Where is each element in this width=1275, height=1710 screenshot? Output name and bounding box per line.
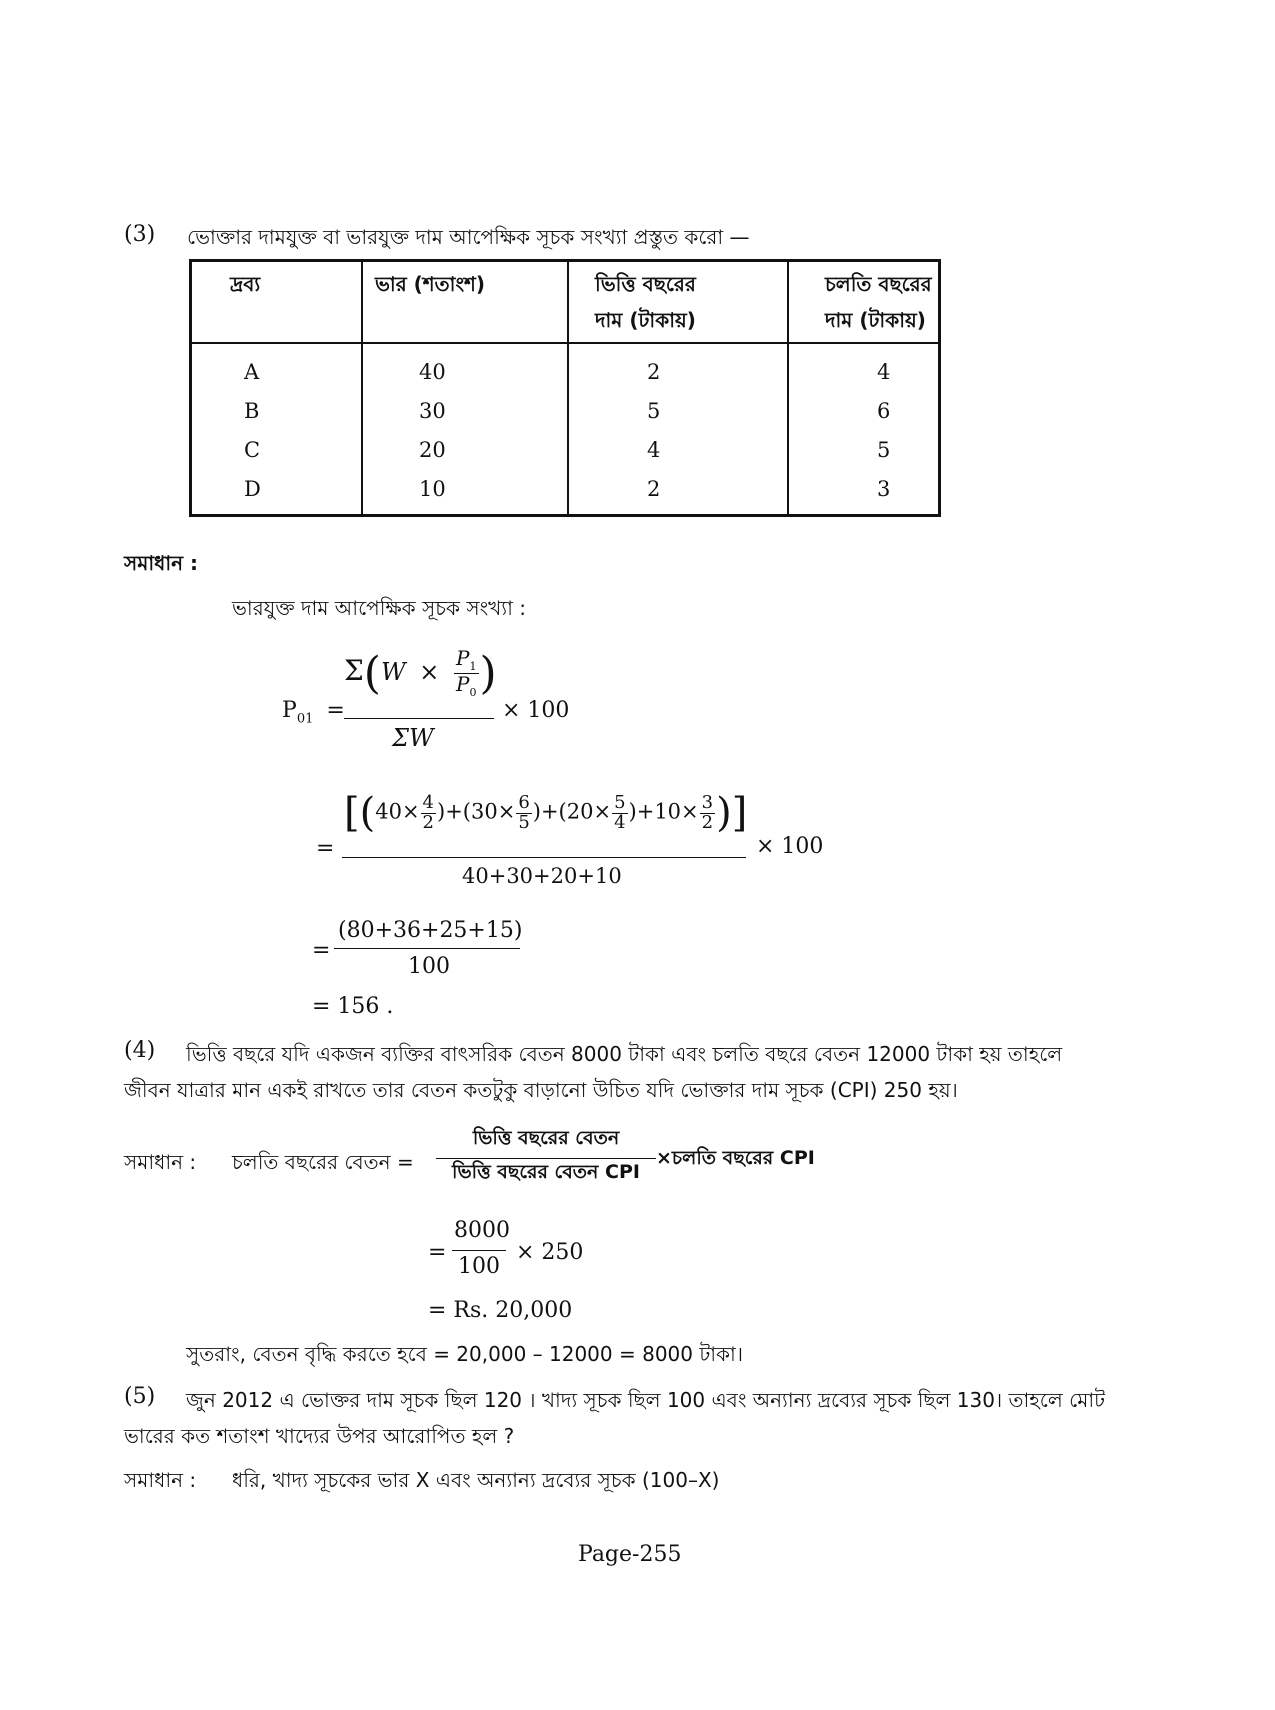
q4-conclusion: সুতরাং, বেতন বৃদ্ধি করতে হবে = 20,000 – 12000 = 8000 টাকা। — [186, 1342, 743, 1366]
q4-solution-label: সমাধান : — [124, 1150, 197, 1174]
step2-fraction-line — [334, 948, 520, 949]
cell-base-price: 5 — [568, 391, 788, 430]
cell-item: C — [191, 430, 363, 469]
header-weight: ভার (শতাংশ) — [362, 261, 568, 344]
q3-solution-label: সমাধান : — [124, 551, 199, 575]
q4-rhs: ×চলতি বছরের CPI — [656, 1147, 815, 1169]
q4-step2-result: = Rs. 20,000 — [428, 1298, 573, 1323]
table-row — [191, 391, 940, 430]
header-current-price: চলতি বছরের দাম (টাকায়) — [788, 261, 940, 344]
q3-formula-label: ভারযুক্ত দাম আপেক্ষিক সূচক সংখ্যা : — [232, 596, 527, 620]
price-table — [189, 259, 941, 517]
formula-fraction-line — [344, 718, 494, 719]
step1-fraction-line — [342, 857, 746, 858]
table-header-row — [191, 261, 940, 344]
step1-denominator: 40+30+20+10 — [462, 864, 622, 888]
table-row — [191, 469, 940, 516]
cell-current-price: 6 — [788, 391, 940, 430]
step1-eq: = — [316, 836, 335, 861]
cell-base-price: 4 — [568, 430, 788, 469]
q5-line1: জুন 2012 এ ভোক্তর দাম সূচক ছিল 120 । খাদ্য সূচক ছিল 100 এবং অন্যান্য দ্রব্যের সূচক ছিল 130। তাহলে মোট — [186, 1388, 1106, 1412]
header-item: দ্রব্য — [191, 261, 363, 344]
q4-step1-fraction-line — [452, 1250, 506, 1251]
cell-base-price: 2 — [568, 469, 788, 516]
cell-weight: 40 — [362, 343, 568, 391]
formula-numerator: Σ(W × $\frac{P_1}{P_0}$ ) — [344, 646, 497, 699]
q4-step1-eq: = — [428, 1240, 447, 1265]
cell-base-price: 2 — [568, 343, 788, 391]
q4-step1-numerator: 8000 — [454, 1218, 510, 1243]
step2-denominator: 100 — [408, 954, 450, 979]
cell-weight: 20 — [362, 430, 568, 469]
q4-frac-denominator: ভিত্তি বছরের বেতন CPI — [452, 1161, 640, 1183]
cell-current-price: 4 — [788, 343, 940, 391]
q4-number: (4) — [124, 1038, 156, 1063]
q3-text: ভোক্তার দামযুক্ত বা ভারযুক্ত দাম আপেক্ষিক সূচক সংখ্যা প্রস্তুত করো — — [187, 225, 750, 249]
step1-multiplier: × 100 — [756, 834, 824, 859]
cell-weight: 30 — [362, 391, 568, 430]
q4-step1-multiplier: × 250 — [516, 1240, 584, 1265]
q4-step1-denominator: 100 — [458, 1254, 500, 1279]
formula-lhs: $P_{01}$ = — [282, 698, 345, 727]
header-base-price: ভিত্তি বছরের দাম (টাকায়) — [568, 261, 788, 344]
cell-item: A — [191, 343, 363, 391]
step2-eq: = — [312, 938, 331, 963]
q5-number: (5) — [124, 1384, 156, 1409]
step1-numerator: [(40× $\frac{4}{2}$ )+(30× $\frac{6}{5}$ )+(20× $\frac{5}{4}$ )+10× $\frac{3}{2}$ )] — [344, 790, 748, 836]
q4-line2: জীবন যাত্রার মান একই রাখতে তার বেতন কতটুকু বাড়ানো উচিত যদি ভোক্তার দাম সূচক (CPI) 250 হয়। — [124, 1078, 958, 1102]
q5-solution-text: ধরি, খাদ্য সূচকের ভার X এবং অন্যান্য দ্রব্যের সূচক (100–X) — [232, 1468, 720, 1492]
cell-item: B — [191, 391, 363, 430]
formula-multiplier: × 100 — [502, 698, 570, 723]
page-number: Page-255 — [578, 1542, 682, 1567]
formula-denominator: ΣW — [392, 724, 434, 752]
q5-line2: ভারের কত শতাংশ খাদ্যের উপর আরোপিত হল ? — [124, 1424, 515, 1448]
step3-result: = 156 . — [312, 994, 394, 1019]
cell-weight: 10 — [362, 469, 568, 516]
cell-current-price: 3 — [788, 469, 940, 516]
table-row — [191, 430, 940, 469]
q3-number: (3) — [124, 222, 156, 247]
q4-lhs: চলতি বছরের বেতন = — [232, 1150, 414, 1174]
cell-current-price: 5 — [788, 430, 940, 469]
q4-frac-numerator: ভিত্তি বছরের বেতন — [436, 1124, 656, 1159]
q5-solution-label: সমাধান : — [124, 1468, 197, 1492]
table-row — [191, 343, 940, 391]
q4-line1: ভিত্তি বছরে যদি একজন ব্যক্তির বাৎসরিক বেতন 8000 টাকা এবং চলতি বছরে বেতন 12000 টাকা হয় তাহলে — [186, 1042, 1063, 1066]
step2-numerator: (80+36+25+15) — [338, 918, 523, 943]
cell-item: D — [191, 469, 363, 516]
